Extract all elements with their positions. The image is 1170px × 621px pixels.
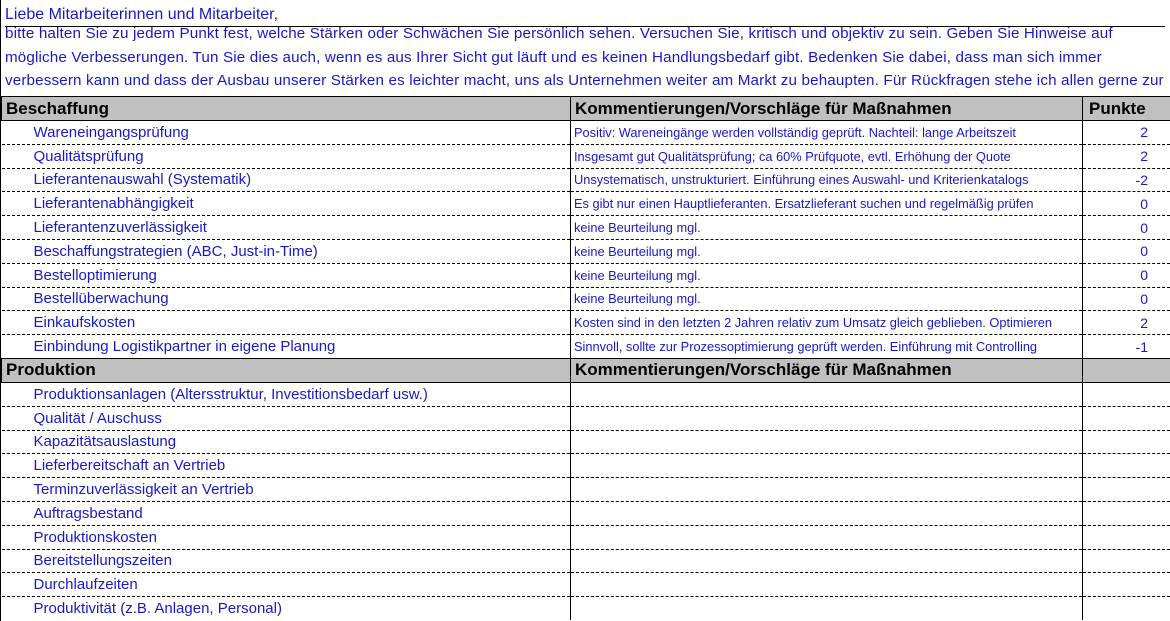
table-row: [2, 311, 1170, 335]
table-row: [2, 192, 1170, 216]
table-row: [2, 239, 1170, 263]
comment-cell[interactable]: Es gibt nur einen Hauptlieferanten. Ersatzlieferant suchen und regelmäßig prüfen: [571, 192, 1083, 216]
comment-header-cell[interactable]: Kommentierungen/Vorschläge für Maßnahmen: [571, 97, 1083, 121]
comment-cell[interactable]: Unsystematisch, unstrukturiert. Einführung eines Auswahl- und Kriterienkatalogs: [571, 168, 1083, 192]
evaluation-table: [1, 96, 1170, 620]
comment-cell[interactable]: [571, 382, 1083, 406]
criterion-cell[interactable]: Beschaffungstrategien (ABC, Just-in-Time): [2, 239, 571, 263]
points-cell[interactable]: 2: [1083, 144, 1170, 168]
section-header-beschaffung: [2, 97, 1170, 121]
greeting-cell[interactable]: Liebe Mitarbeiterinnen und Mitarbeiter,: [5, 4, 1165, 27]
criterion-cell[interactable]: Produktionskosten: [2, 525, 571, 549]
table-row: [2, 382, 1170, 406]
comment-cell[interactable]: [571, 430, 1083, 454]
table-row: [2, 454, 1170, 478]
points-cell[interactable]: 2: [1083, 311, 1170, 335]
points-cell[interactable]: 0: [1083, 287, 1170, 311]
criterion-cell[interactable]: Bestellüberwachung: [2, 287, 571, 311]
points-cell[interactable]: [1083, 501, 1170, 525]
criterion-cell[interactable]: Durchlaufzeiten: [2, 573, 571, 597]
comment-cell[interactable]: Insgesamt gut Qualitätsprüfung; ca 60% Prüfquote, evtl. Erhöhung der Quote: [571, 144, 1083, 168]
points-cell[interactable]: [1083, 525, 1170, 549]
comment-cell[interactable]: Sinnvoll, sollte zur Prozessoptimierung geprüft werden. Einführung mit Controlling: [571, 335, 1083, 359]
criterion-cell[interactable]: Produktivität (z.B. Anlagen, Personal): [2, 597, 571, 621]
criterion-cell[interactable]: Bestelloptimierung: [2, 263, 571, 287]
points-cell[interactable]: -1: [1083, 335, 1170, 359]
criterion-cell[interactable]: Lieferantenauswahl (Systematik): [2, 168, 571, 192]
criterion-cell[interactable]: Bereitstellungszeiten: [2, 549, 571, 573]
criterion-cell[interactable]: Einkaufskosten: [2, 311, 571, 335]
table-row: [2, 287, 1170, 311]
table-row: [2, 501, 1170, 525]
comment-cell[interactable]: [571, 454, 1083, 478]
criterion-cell[interactable]: Kapazitätsauslastung: [2, 430, 571, 454]
table-row: [2, 216, 1170, 240]
points-cell[interactable]: 0: [1083, 239, 1170, 263]
table-row: [2, 573, 1170, 597]
criterion-cell[interactable]: Produktionsanlagen (Altersstruktur, Investitionsbedarf usw.): [2, 382, 571, 406]
criterion-cell[interactable]: Wareneingangsprüfung: [2, 121, 571, 145]
section-header-produktion: [2, 358, 1170, 382]
criterion-cell[interactable]: Qualität / Auschuss: [2, 406, 571, 430]
points-cell[interactable]: 0: [1083, 192, 1170, 216]
comment-cell[interactable]: keine Beurteilung mgl.: [571, 263, 1083, 287]
points-cell[interactable]: [1083, 478, 1170, 502]
comment-cell[interactable]: [571, 406, 1083, 430]
criterion-cell[interactable]: Lieferantenzuverlässigkeit: [2, 216, 571, 240]
comment-cell[interactable]: [571, 549, 1083, 573]
section-title-cell[interactable]: Produktion: [2, 358, 571, 382]
comment-cell[interactable]: keine Beurteilung mgl.: [571, 216, 1083, 240]
points-cell[interactable]: [1083, 382, 1170, 406]
intro-cell[interactable]: [1, 26, 1170, 97]
criterion-cell[interactable]: Terminzuverlässigkeit an Vertrieb: [2, 478, 571, 502]
points-header-cell[interactable]: [1083, 358, 1170, 382]
table-row: [2, 121, 1170, 145]
comment-cell[interactable]: [571, 478, 1083, 502]
comment-cell[interactable]: Kosten sind in den letzten 2 Jahren relativ zum Umsatz gleich geblieben. Optimieren: [571, 311, 1083, 335]
criterion-cell[interactable]: Lieferbereitschaft an Vertrieb: [2, 454, 571, 478]
comment-cell[interactable]: [571, 501, 1083, 525]
table-row: [2, 406, 1170, 430]
table-row: [2, 549, 1170, 573]
points-header-cell[interactable]: Punkte: [1083, 97, 1170, 121]
comment-cell[interactable]: keine Beurteilung mgl.: [571, 287, 1083, 311]
comment-cell[interactable]: Positiv: Wareneingänge werden vollständig geprüft. Nachteil: lange Arbeitszeit: [571, 121, 1083, 145]
points-cell[interactable]: [1083, 597, 1170, 621]
comment-header-cell[interactable]: Kommentierungen/Vorschläge für Maßnahmen: [571, 358, 1083, 382]
table-row: [2, 478, 1170, 502]
intro-text: bitte halten Sie zu jedem Punkt fest, welche Stärken oder Schwächen Sie persönlich sehen. Versuchen Sie, kritisch und objektiv zu sein. Geben Sie Hinweise auf mögliche Verbesserungen. Tun Sie dies auch, wenn es aus Ihrer Sicht gut läuft und es keinen Handlungsbedarf gibt. Bedenken Sie dabei, dass man sich immer verbessern kann und dass der Ausbau unserer Stärken es leichter macht, uns als Unternehmen weiter am Markt zu behaupten. Für Rückfragen stehe ich allen gerne zur: [5, 26, 1164, 89]
points-cell[interactable]: -2: [1083, 168, 1170, 192]
points-cell[interactable]: 2: [1083, 121, 1170, 145]
criterion-cell[interactable]: Auftragsbestand: [2, 501, 571, 525]
table-row: [2, 430, 1170, 454]
points-cell[interactable]: [1083, 430, 1170, 454]
table-row: [2, 144, 1170, 168]
table-row: [2, 525, 1170, 549]
table-row: [2, 168, 1170, 192]
table-row: [2, 335, 1170, 359]
points-cell[interactable]: [1083, 406, 1170, 430]
points-cell[interactable]: [1083, 549, 1170, 573]
points-cell[interactable]: [1083, 454, 1170, 478]
points-cell[interactable]: 0: [1083, 216, 1170, 240]
table-row: [2, 263, 1170, 287]
comment-cell[interactable]: [571, 525, 1083, 549]
criterion-cell[interactable]: Lieferantenabhängigkeit: [2, 192, 571, 216]
comment-cell[interactable]: keine Beurteilung mgl.: [571, 239, 1083, 263]
section-title-cell[interactable]: Beschaffung: [2, 97, 571, 121]
points-cell[interactable]: [1083, 573, 1170, 597]
points-cell[interactable]: 0: [1083, 263, 1170, 287]
table-row: [2, 597, 1170, 621]
comment-cell[interactable]: [571, 597, 1083, 621]
criterion-cell[interactable]: Einbindung Logistikpartner in eigene Planung: [2, 335, 571, 359]
comment-cell[interactable]: [571, 573, 1083, 597]
criterion-cell[interactable]: Qualitätsprüfung: [2, 144, 571, 168]
